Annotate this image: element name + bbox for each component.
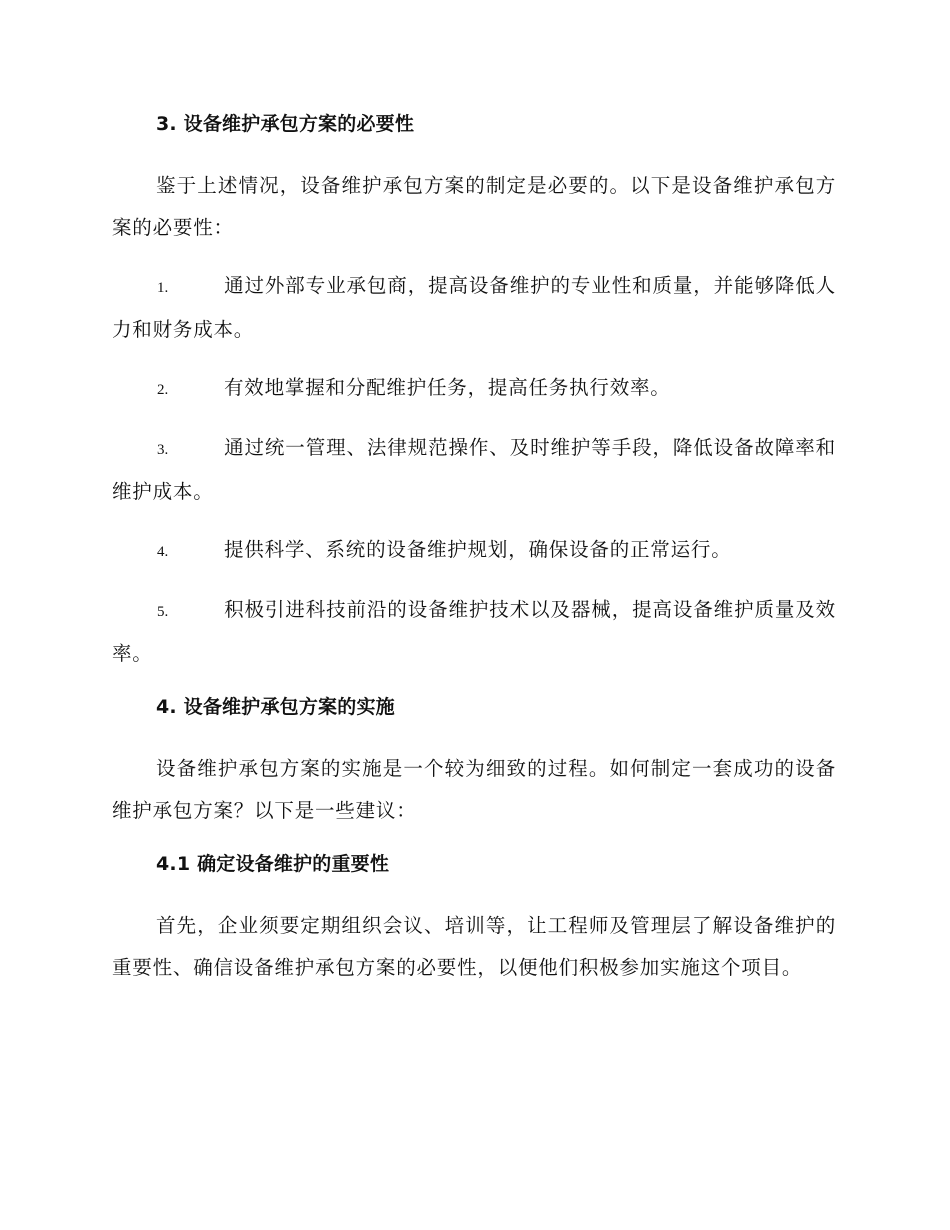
list-item-number: 2. [157,382,169,398]
list-item-number: 3. [157,442,169,458]
document-body [112,108,836,1005]
section-4-1-body: 首先，企业须要定期组织会议、培训等，让工程师及管理层了解设备维护的重要性、确信设备维护承包方案的必要性，以便他们积极参加实施这个项目。 [112,914,836,979]
list-item [112,529,836,573]
section-4-heading: 4. 设备维护承包方案的实施 [156,696,395,718]
list-item-text: 积极引进科技前沿的设备维护技术以及器械，提高设备维护质量及效率。 [112,598,836,665]
section-3-intro: 鉴于上述情况，设备维护承包方案的制定是必要的。以下是设备维护承包方案的必要性： [112,174,836,239]
section-4-1-heading: 4.1 确定设备维护的重要性 [156,853,390,875]
list-item [112,427,836,513]
section-4-intro: 设备维护承包方案的实施是一个较为细致的过程。如何制定一套成功的设备维护承包方案？以下是一些建议： [112,757,836,822]
section-3-heading: 3. 设备维护承包方案的必要性 [156,113,415,135]
list-item [112,265,836,351]
list-item-number: 1. [157,280,169,296]
list-item-text: 通过外部专业承包商，提高设备维护的专业性和质量，并能够降低人力和财务成本。 [112,274,836,341]
list-item [112,367,836,411]
list-item-text: 通过统一管理、法律规范操作、及时维护等手段，降低设备故障率和维护成本。 [112,436,836,503]
list-item [112,589,836,675]
list-item-number: 5. [157,604,169,620]
list-item-number: 4. [157,544,169,560]
list-item-text: 提供科学、系统的设备维护规划，确保设备的正常运行。 [224,538,732,561]
list-item-text: 有效地掌握和分配维护任务，提高任务执行效率。 [224,376,671,399]
